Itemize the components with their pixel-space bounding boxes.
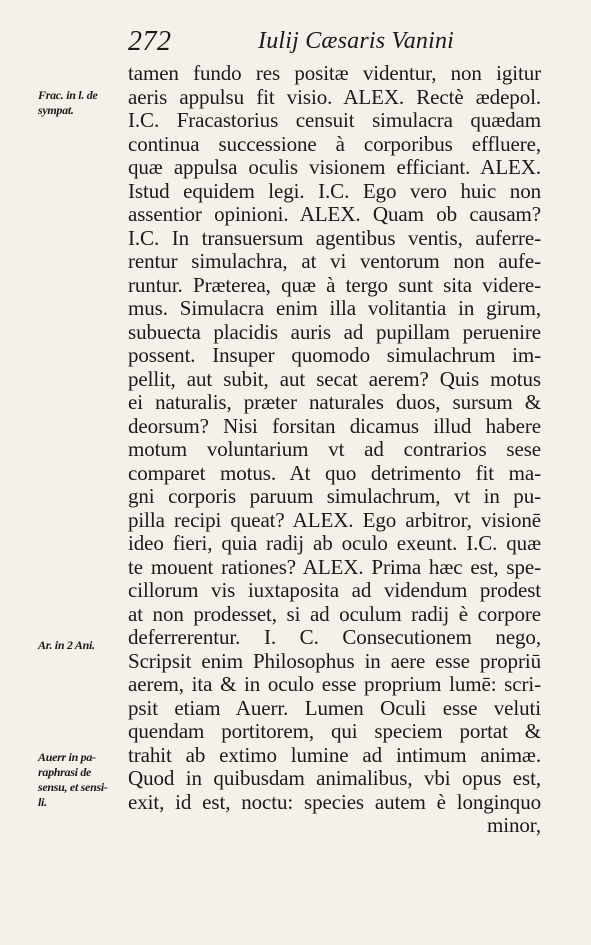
text-line: te mouent rationes? ALEX. Prima hæc est, spe- [128,555,541,579]
text-line: deorsum? Nisi forsitan dicamus illud habere [128,414,541,438]
text-line: I.C. Fracastorius censuit simulacra quædam [128,109,541,132]
margin-note-line: li. [38,795,47,809]
margin-note-line: Auerr in pa- [38,750,96,764]
text-line: assentior opinioni. ALEX. Quam ob causam? [128,203,541,226]
text-line: psit etiam Auerr. Lumen Oculi esse veluti [128,696,541,720]
text-line: continua successione à corporibus effluere, [128,132,541,156]
text-line: quæ appulsa oculis visionem efficiant. ALEX. [128,156,541,179]
margin-note-averroes [38,750,126,810]
text-line: pellit, aut subit, aut secat aerem? Quis motus [128,367,541,391]
text-line: cillorum vis iuxtaposita ad videndum prodest [128,579,541,602]
main-text-block [128,62,541,838]
text-line: trahit ab extimo lumine ad intimum animæ. [128,743,541,767]
text-line: at non prodesset, si ad oculum radij è corpore [128,602,541,626]
text-line: subuecta placidis auris ad pupillam peruenire [128,320,541,344]
text-line: pilla recipi queat? ALEX. Ego arbitror, visionē [128,508,541,532]
text-line: ideo fieri, quia radij ab oculo exeunt. I.C. quæ [128,532,541,555]
margin-note-line: sympat. [38,103,74,117]
text-line: Quod in quibusdam animalibus, vbi opus est, [128,767,541,790]
text-line: aeris appulsu fit visio. ALEX. Rectè ædepol. [128,85,541,109]
text-line: motum voluntarium vt ad contrarios sese [128,438,541,461]
text-line: I.C. In transuersum agentibus ventis, auferre- [128,226,541,250]
margin-note-aristotle [38,638,126,653]
text-line: possent. Insuper quomodo simulachrum im- [128,344,541,367]
margin-note-line: Ar. in 2 Ani. [38,638,95,652]
text-line: mus. Simulacra enim illa volitantia in girum, [128,297,541,320]
page-header [128,26,538,66]
running-head: Iulij Cæsaris Vanini [258,28,455,54]
text-line: Istud equidem legi. I.C. Ego vero huic non [128,179,541,203]
text-line: quendam portitorem, qui speciem portat & [128,720,541,743]
text-line: exit, id est, noctu: species autem è longinquo [128,790,541,814]
text-line: ei naturalis, præter naturales duos, sursum & [128,391,541,414]
text-line: runtur. Præterea, quæ à tergo sunt sita videre- [128,273,541,297]
text-line: aerem, ita & in oculo esse proprium lumē: scri- [128,673,541,696]
text-line: deferrerentur. I. C. Consecutionem nego, [128,626,541,649]
page-number: 272 [128,26,172,57]
text-line: gni corporis paruum simulachrum, vt in pu- [128,485,541,508]
text-line: comparet motus. At quo detrimento fit ma- [128,461,541,485]
text-line: tamen fundo res positæ videntur, non igitur [128,62,541,85]
margin-note-line: sensu, et sensi- [38,780,108,794]
catchword: minor, [487,814,541,837]
margin-note-fracastorius [38,88,126,118]
text-line: rentur simulachra, at vi ventorum non aufe- [128,250,541,273]
margin-note-line: Frac. in l. de [38,88,98,102]
margin-note-line: raphrasi de [38,765,92,779]
text-line: Scripsit enim Philosophus in aere esse propriū [128,649,541,673]
